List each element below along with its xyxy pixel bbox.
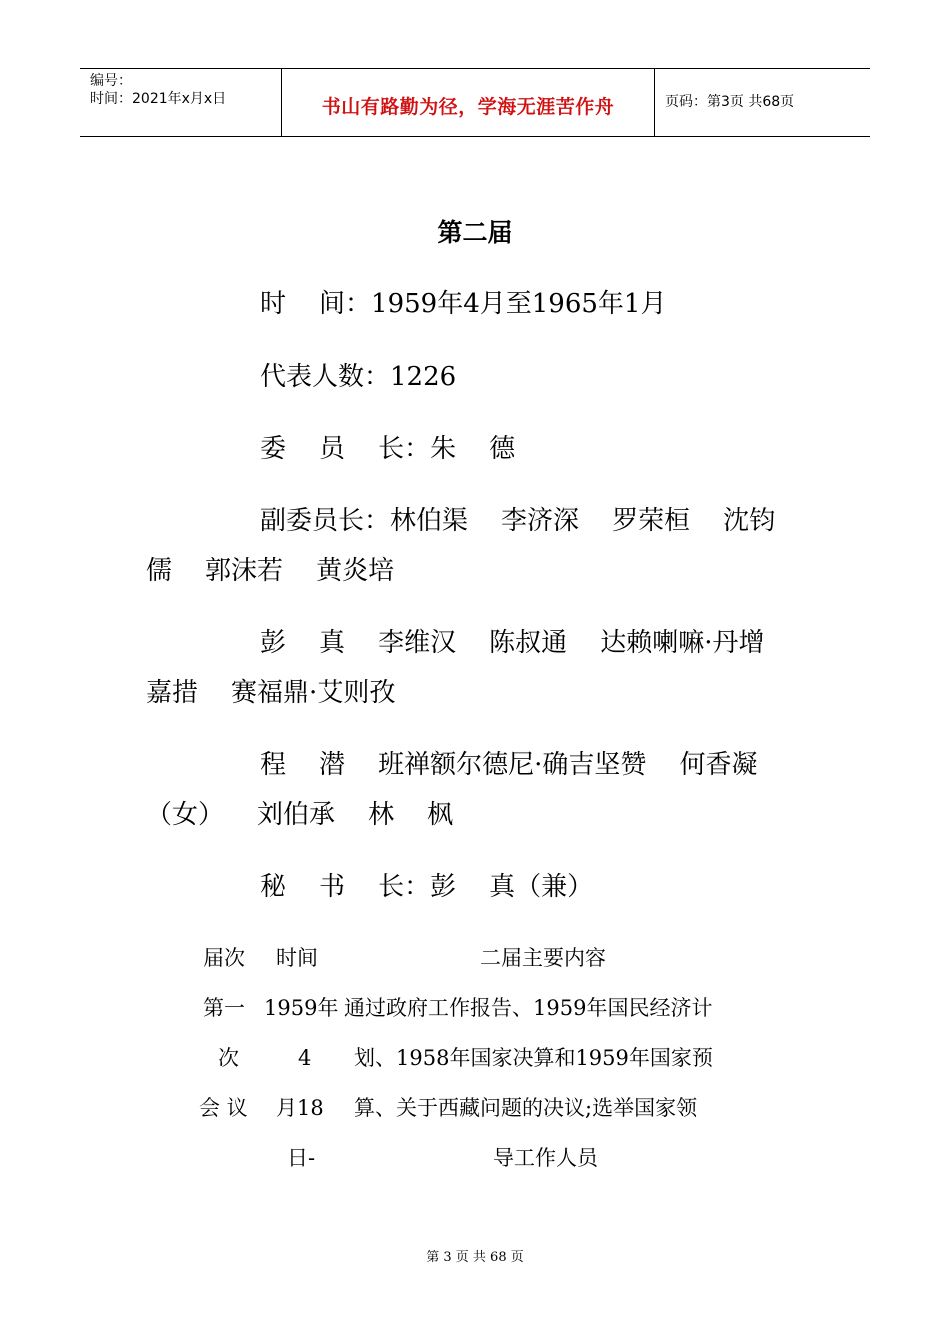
table-header-time: 时间 <box>276 946 318 970</box>
table-cell-session: 会 议 <box>199 1096 248 1120</box>
table-header-session: 届次 <box>203 946 245 970</box>
table-cell-session: 次 <box>218 1046 239 1070</box>
motto: 书山有路勤为径，学海无涯苦作舟 <box>321 96 615 118</box>
table-cell-content: 划、1958年国家决算和1959年国家预 <box>354 1046 713 1070</box>
table-cell-content: 通过政府工作报告、1959年国民经济计 <box>344 996 713 1020</box>
time-label: 时间：2021年x月x日 <box>90 91 227 107</box>
table-cell-time: 1959年 <box>264 996 339 1020</box>
header-page-cell <box>655 69 870 136</box>
number-label: 编号： <box>90 73 132 89</box>
page-footer: 第 3 页 共 68 页 <box>426 1250 524 1265</box>
header-motto-cell <box>282 69 655 136</box>
line-vice-chairmen-3b: （女） 刘伯承 林 枫 <box>146 800 454 830</box>
line-vice-chairmen-2b: 嘉措 赛福鼎·艾则孜 <box>146 678 396 708</box>
table-cell-session: 第一 <box>203 996 245 1020</box>
line-secretary-general: 秘 书 长：彭 真（兼） <box>260 872 594 902</box>
line-vice-chairmen-1b: 儒 郭沫若 黄炎培 <box>146 556 395 586</box>
line-vice-chairmen-1a: 副委员长：林伯渠 李济深 罗荣桓 沈钧 <box>260 506 776 536</box>
table-cell-time: 4 <box>298 1046 312 1070</box>
table-cell-time: 月18 <box>276 1096 324 1120</box>
page-info: 页码：第3页 共68页 <box>665 94 795 110</box>
line-vice-chairmen-3a: 程 潜 班禅额尔德尼·确吉坚赞 何香凝 <box>260 750 758 780</box>
header-meta-cell <box>80 69 282 136</box>
table-cell-content: 导工作人员 <box>493 1146 598 1170</box>
line-delegates: 代表人数：1226 <box>260 362 457 392</box>
document-header <box>80 68 870 137</box>
table-cell-time: 日- <box>287 1146 316 1170</box>
line-vice-chairmen-2a: 彭 真 李维汉 陈叔通 达赖喇嘛·丹增 <box>260 628 765 658</box>
line-time: 时 间：1959年4月至1965年1月 <box>260 289 667 319</box>
page-title: 第二届 <box>437 218 513 247</box>
table-cell-content: 算、关于西藏问题的决议;选举国家领 <box>354 1096 698 1120</box>
line-chairman: 委 员 长：朱 德 <box>260 434 516 464</box>
table-header-content: 二届主要内容 <box>480 946 606 970</box>
